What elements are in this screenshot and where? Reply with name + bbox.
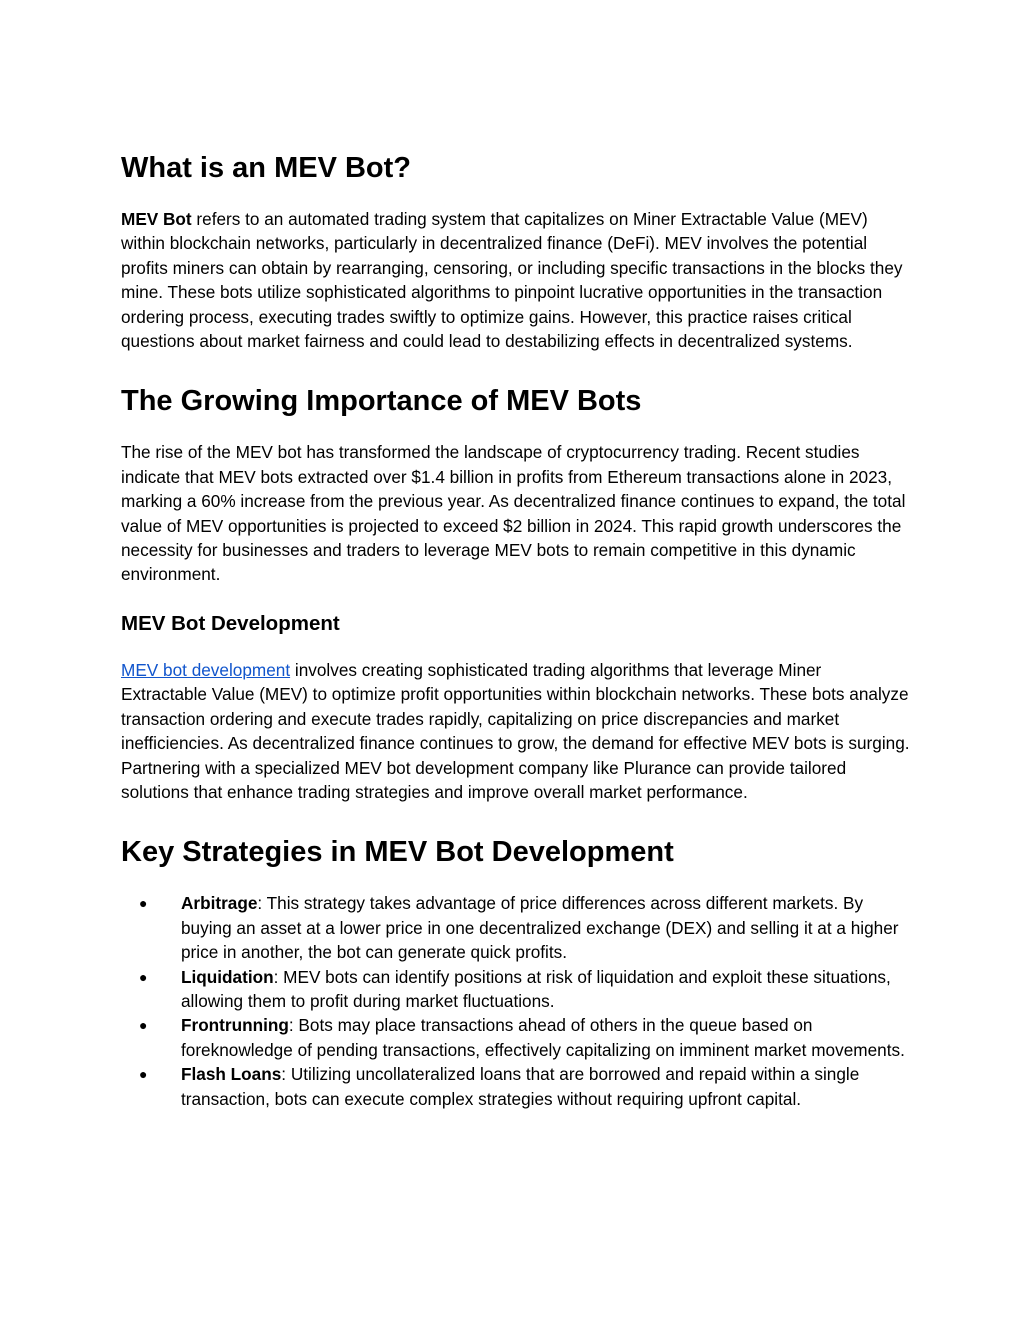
- paragraph-text: refers to an automated trading system that capitalizes on Miner Extractable Value (MEV) within blockchain networks, particularly in decentralized finance (DeFi). MEV involves the potential profits miners can obtain by rearranging, censoring, or including specific transactions in the blocks they mine. These bots utilize sophisticated algorithms to pinpoint lucrative opportunities in the transaction ordering process, executing trades swiftly to optimize gains. However, this practice raises critical questions about market fairness and could lead to destabilizing effects in decentralized systems.: [121, 209, 903, 352]
- list-item-text: : Bots may place transactions ahead of others in the queue based on foreknowledge of pending transactions, effectively capitalizing on imminent market movements.: [181, 1015, 905, 1060]
- strategies-list: [121, 891, 911, 1111]
- bullet-icon: ●: [139, 1017, 148, 1034]
- bold-term: Arbitrage: [181, 893, 258, 914]
- document-page: [121, 150, 911, 1111]
- list-item-text: : MEV bots can identify positions at risk of liquidation and exploit these situations, allowing them to profit during market fluctuations.: [181, 966, 891, 1011]
- list-item-flash-loans: [121, 1062, 911, 1111]
- paragraph-mev-bot-definition: [121, 207, 911, 353]
- bold-term-mev-bot: MEV Bot: [121, 209, 192, 229]
- list-item-frontrunning: [121, 1013, 911, 1062]
- bullet-icon: ●: [139, 895, 148, 912]
- paragraph-mev-bot-development: [121, 658, 911, 804]
- heading-key-strategies: Key Strategies in MEV Bot Development: [121, 836, 674, 869]
- list-item-text: : Utilizing uncollateralized loans that are borrowed and repaid within a single transaction, bots can execute complex strategies without requiring upfront capital.: [181, 1064, 860, 1109]
- link-mev-bot-development[interactable]: MEV bot development: [121, 659, 291, 680]
- list-item-liquidation: [121, 965, 911, 1014]
- bullet-icon: ●: [139, 968, 148, 985]
- bold-term: Frontrunning: [181, 1015, 289, 1036]
- paragraph-text: involves creating sophisticated trading algorithms that leverage Miner Extractable Value (MEV) to optimize profit opportunities within blockchain networks. These bots analyze transaction ordering and execute trades rapidly, capitalizing on price discrepancies and market inefficiencies. As decentralized finance continues to grow, the demand for effective MEV bots is surging. Partnering with a specialized MEV bot development company like Plurance can provide tailored solutions that enhance trading strategies and improve overall market performance.: [121, 659, 910, 802]
- heading-mev-bot-development: MEV Bot Development: [121, 611, 340, 635]
- bold-term: Flash Loans: [181, 1064, 282, 1085]
- paragraph-growing-importance: The rise of the MEV bot has transformed the landscape of cryptocurrency trading. Recent studies indicate that MEV bots extracted over $1.4 billion in profits from Ethereum transactions alone in 2023, marking a 60% increase from the previous year. As decentralized finance continues to expand, the total value of MEV opportunities is projected to exceed $2 billion in 2024. This rapid growth underscores the necessity for businesses and traders to leverage MEV bots to remain competitive in this dynamic environment.: [121, 442, 906, 585]
- heading-growing-importance: The Growing Importance of MEV Bots: [121, 385, 642, 418]
- bullet-icon: ●: [139, 1066, 148, 1083]
- list-item-text: : This strategy takes advantage of price differences across different markets. By buying an asset at a lower price in one decentralized exchange (DEX) and selling it at a higher price in another, the bot can generate quick profits.: [181, 893, 899, 963]
- bold-term: Liquidation: [181, 966, 274, 987]
- heading-what-is-mev-bot: What is an MEV Bot?: [121, 152, 411, 184]
- list-item-arbitrage: [121, 891, 911, 964]
